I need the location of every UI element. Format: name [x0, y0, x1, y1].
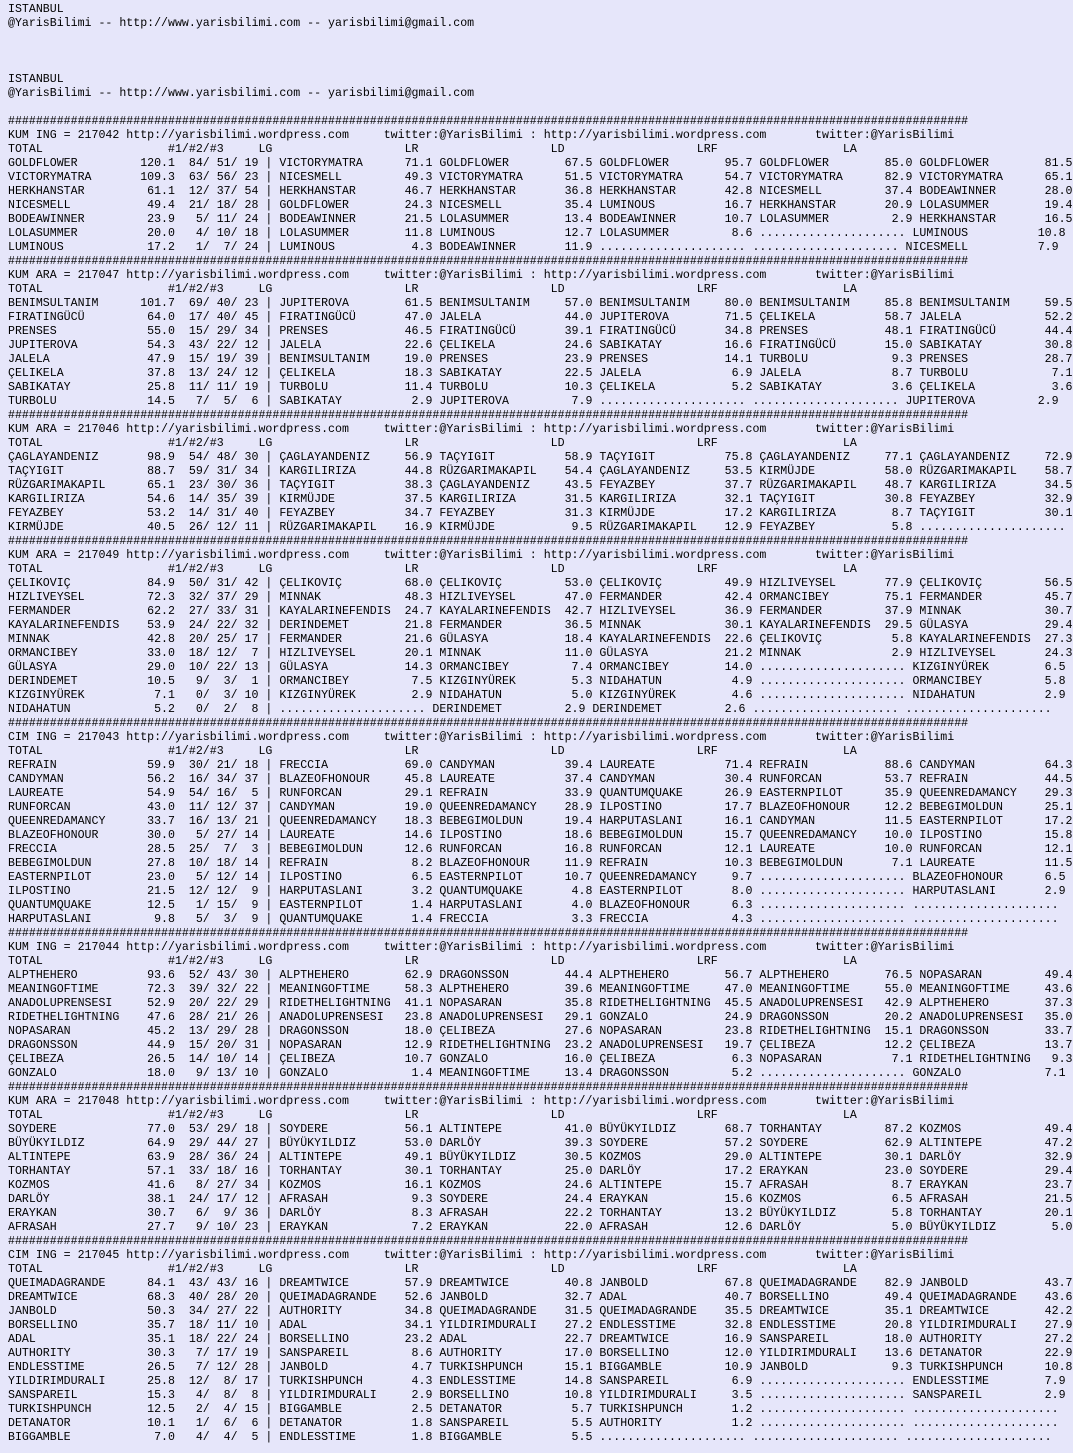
- report-line: ILPOSTINO 21.5 12/ 12/ 9 | HARPUTASLANI 3.2 QUANTUMQUAKE 4.8 EASTERNPILOT 8.0 ..................... HARPUTASLANI 2.9: [8, 885, 1066, 898]
- report-line: ÇELIKOVIÇ 84.9 50/ 31/ 42 | ÇELIKOVIÇ 68.0 ÇELIKOVIÇ 53.0 ÇELIKOVIÇ 49.9 HIZLIVEYSEL 77.9 ÇELIKOVIÇ 56.5: [8, 577, 1073, 590]
- report-line: HERKHANSTAR 61.1 12/ 37/ 54 | HERKHANSTAR 46.7 HERKHANSTAR 36.8 HERKHANSTAR 42.8 NICESMELL 37.4 BODEAWINNER 28.0: [8, 185, 1073, 198]
- report-line: REFRAIN 59.9 30/ 21/ 18 | FRECCIA 69.0 CANDYMAN 39.4 LAUREATE 71.4 REFRAIN 88.6 CANDYMAN 64.3: [8, 759, 1073, 772]
- report-line: FIRATINGÜCÜ 64.0 17/ 40/ 45 | FIRATINGÜCÜ 47.0 JALELA 44.0 JUPITEROVA 71.5 ÇELIKELA 58.7 JALELA 52.2: [8, 311, 1073, 324]
- separator-line: ##########################################################################################################################################: [8, 1081, 969, 1094]
- report-line: ANADOLUPRENSESI 52.9 20/ 22/ 29 | RIDETHELIGHTNING 41.1 NOPASARAN 35.8 RIDETHELIGHTNING 45.5 ANADOLUPRENSESI 42.9 ALPTHEHERO 37.3: [8, 997, 1073, 1010]
- report-line: GÜLASYA 29.0 10/ 22/ 13 | GÜLASYA 14.3 ORMANCIBEY 7.4 ORMANCIBEY 14.0 ..................... KIZGINYÜREK 6.5: [8, 661, 1066, 674]
- report-line: FRECCIA 28.5 25/ 7/ 3 | BEBEGIMOLDUN 12.6 RUNFORCAN 16.8 RUNFORCAN 12.1 LAUREATE 10.0 RUNFORCAN 12.1: [8, 843, 1073, 856]
- report-line: YILDIRIMDURALI 25.8 12/ 8/ 17 | TURKISHPUNCH 4.3 ENDLESSTIME 14.8 SANSPAREIL 6.9 ..................... ENDLESSTIME 7.9: [8, 1375, 1066, 1388]
- column-header: TOTAL #1/#2/#3 LG LR LD LRF LA: [8, 1109, 857, 1122]
- report-line: BIGGAMBLE 7.0 4/ 4/ 5 | ENDLESSTIME 1.8 BIGGAMBLE 5.5 ..................... ..................... .....................: [8, 1431, 1052, 1444]
- race-header: CIM ING = 217045 http://yarisbilimi.wordpress.com twitter:@YarisBilimi : http://yarisbilimi.wordpress.com twitter:@YarisBilimi: [8, 1249, 955, 1262]
- report-line: ALTINTEPE 63.9 28/ 36/ 24 | ALTINTEPE 49.1 BÜYÜKYILDIZ 30.5 KOZMOS 29.0 ALTINTEPE 30.1 DARLÖY 32.9: [8, 1151, 1073, 1164]
- report-line: BLAZEOFHONOUR 30.0 5/ 27/ 14 | LAUREATE 14.6 ILPOSTINO 18.6 BEBEGIMOLDUN 15.7 QUEENREDAMANCY 10.0 ILPOSTINO 15.8: [8, 829, 1073, 842]
- separator-line: ##########################################################################################################################################: [8, 255, 969, 268]
- report-line: ENDLESSTIME 26.5 7/ 12/ 28 | JANBOLD 4.7 TURKISHPUNCH 15.1 BIGGAMBLE 10.9 JANBOLD 9.3 TURKISHPUNCH 10.8: [8, 1361, 1073, 1374]
- site-contact: @YarisBilimi -- http://www.yarisbilimi.com -- yarisbilimi@gmail.com: [8, 17, 475, 30]
- column-header: TOTAL #1/#2/#3 LG LR LD LRF LA: [8, 437, 857, 450]
- city-title: ISTANBUL: [8, 73, 64, 86]
- report-line: ÇAGLAYANDENIZ 98.9 54/ 48/ 30 | ÇAGLAYANDENIZ 56.9 TAÇYIGIT 58.9 TAÇYIGIT 75.8 ÇAGLAYANDENIZ 77.1 ÇAGLAYANDENIZ 72.9: [8, 451, 1073, 464]
- report-line: ORMANCIBEY 33.0 18/ 12/ 7 | HIZLIVEYSEL 20.1 MINNAK 11.0 GÜLASYA 21.2 MINNAK 2.9 HIZLIVEYSEL 24.3: [8, 647, 1073, 660]
- report-line: DERINDEMET 10.5 9/ 3/ 1 | ORMANCIBEY 7.5 KIZGINYÜREK 5.3 NIDAHATUN 4.9 ..................... ORMANCIBEY 5.8: [8, 675, 1066, 688]
- race-header: CIM ING = 217043 http://yarisbilimi.wordpress.com twitter:@YarisBilimi : http://yarisbilimi.wordpress.com twitter:@YarisBilimi: [8, 731, 955, 744]
- city-title: ISTANBUL: [8, 3, 64, 16]
- report-line: LUMINOUS 17.2 1/ 7/ 24 | LUMINOUS 4.3 BODEAWINNER 11.9 ..................... ..................... NICESMELL 7.9: [8, 241, 1059, 254]
- report-line: MINNAK 42.8 20/ 25/ 17 | FERMANDER 21.6 GÜLASYA 18.4 KAYALARINEFENDIS 22.6 ÇELIKOVIÇ 5.8 KAYALARINEFENDIS 27.3: [8, 633, 1073, 646]
- report-line: BORSELLINO 35.7 18/ 11/ 10 | ADAL 34.1 YILDIRIMDURALI 27.2 ENDLESSTIME 32.8 ENDLESSTIME 20.8 YILDIRIMDURALI 27.9: [8, 1319, 1073, 1332]
- report-line: ÇELIKELA 37.8 13/ 24/ 12 | ÇELIKELA 18.3 SABIKATAY 22.5 JALELA 6.9 JALELA 8.7 TURBOLU 7.1: [8, 367, 1073, 380]
- report-line: ERAYKAN 30.7 6/ 9/ 36 | DARLÖY 8.3 AFRASAH 22.2 TORHANTAY 13.2 BÜYÜKYILDIZ 5.8 TORHANTAY 20.1: [8, 1207, 1073, 1220]
- report-line: TAÇYIGIT 88.7 59/ 31/ 34 | KARGILIRIZA 44.8 RÜZGARIMAKAPIL 54.4 ÇAGLAYANDENIZ 53.5 KIRMÜJDE 58.0 RÜZGARIMAKAPIL 58.7: [8, 465, 1073, 478]
- report-line: KOZMOS 41.6 8/ 27/ 34 | KOZMOS 16.1 KOZMOS 24.6 ALTINTEPE 15.7 AFRASAH 8.7 ERAYKAN 23.7: [8, 1179, 1073, 1192]
- race-report-text: [8, 3, 1072, 1445]
- report-line: BEBEGIMOLDUN 27.8 10/ 18/ 14 | REFRAIN 8.2 BLAZEOFHONOUR 11.9 REFRAIN 10.3 BEBEGIMOLDUN 7.1 LAUREATE 11.5: [8, 857, 1073, 870]
- report-line: GONZALO 18.0 9/ 13/ 10 | GONZALO 1.4 MEANINGOFTIME 13.4 DRAGONSSON 5.2 ..................... GONZALO 7.1: [8, 1067, 1066, 1080]
- report-line: KIRMÜJDE 40.5 26/ 12/ 11 | RÜZGARIMAKAPIL 16.9 KIRMÜJDE 9.5 RÜZGARIMAKAPIL 12.9 FEYAZBEY 5.8 .....................: [8, 521, 1066, 534]
- race-header: KUM ING = 217042 http://yarisbilimi.wordpress.com twitter:@YarisBilimi : http://yarisbilimi.wordpress.com twitter:@YarisBilimi: [8, 129, 955, 142]
- report-line: GOLDFLOWER 120.1 84/ 51/ 19 | VICTORYMATRA 71.1 GOLDFLOWER 67.5 GOLDFLOWER 95.7 GOLDFLOWER 85.0 GOLDFLOWER 81.5: [8, 157, 1073, 170]
- report-line: ALPTHEHERO 93.6 52/ 43/ 30 | ALPTHEHERO 62.9 DRAGONSSON 44.4 ALPTHEHERO 56.7 ALPTHEHERO 76.5 NOPASARAN 49.4: [8, 969, 1073, 982]
- report-line: KIZGINYÜREK 7.1 0/ 3/ 10 | KIZGINYÜREK 2.9 NIDAHATUN 5.0 KIZGINYÜREK 4.6 ..................... NIDAHATUN 2.9: [8, 689, 1066, 702]
- report-line: SABIKATAY 25.8 11/ 11/ 19 | TURBOLU 11.4 TURBOLU 10.3 ÇELIKELA 5.2 SABIKATAY 3.6 ÇELIKELA 3.6: [8, 381, 1073, 394]
- report-line: KAYALARINEFENDIS 53.9 24/ 22/ 32 | DERINDEMET 21.8 FERMANDER 36.5 MINNAK 30.1 KAYALARINEFENDIS 29.5 GÜLASYA 29.4: [8, 619, 1073, 632]
- report-line: NICESMELL 49.4 21/ 18/ 28 | GOLDFLOWER 24.3 NICESMELL 35.4 LUMINOUS 16.7 HERKHANSTAR 20.9 LOLASUMMER 19.4: [8, 199, 1073, 212]
- column-header: TOTAL #1/#2/#3 LG LR LD LRF LA: [8, 283, 857, 296]
- report-line: JUPITEROVA 54.3 43/ 22/ 12 | JALELA 22.6 ÇELIKELA 24.6 SABIKATAY 16.6 FIRATINGÜCÜ 15.0 SABIKATAY 30.8: [8, 339, 1073, 352]
- race-header: KUM ARA = 217048 http://yarisbilimi.wordpress.com twitter:@YarisBilimi : http://yarisbilimi.wordpress.com twitter:@YarisBilimi: [8, 1095, 955, 1108]
- column-header: TOTAL #1/#2/#3 LG LR LD LRF LA: [8, 745, 857, 758]
- report-line: TORHANTAY 57.1 33/ 18/ 16 | TORHANTAY 30.1 TORHANTAY 25.0 DARLÖY 17.2 ERAYKAN 23.0 SOYDERE 29.4: [8, 1165, 1073, 1178]
- report-line: CANDYMAN 56.2 16/ 34/ 37 | BLAZEOFHONOUR 45.8 LAUREATE 37.4 CANDYMAN 30.4 RUNFORCAN 53.7 REFRAIN 44.5: [8, 773, 1073, 786]
- report-line: QUEIMADAGRANDE 84.1 43/ 43/ 16 | DREAMTWICE 57.9 DREAMTWICE 40.8 JANBOLD 67.8 QUEIMADAGRANDE 82.9 JANBOLD 43.7: [8, 1277, 1073, 1290]
- report-line: ADAL 35.1 18/ 22/ 24 | BORSELLINO 23.2 ADAL 22.7 DREAMTWICE 16.9 SANSPAREIL 18.0 AUTHORITY 27.2: [8, 1333, 1073, 1346]
- report-line: SANSPAREIL 15.3 4/ 8/ 8 | YILDIRIMDURALI 2.9 BORSELLINO 10.8 YILDIRIMDURALI 3.5 ..................... SANSPAREIL 2.9: [8, 1389, 1066, 1402]
- report-line: NIDAHATUN 5.2 0/ 2/ 8 | ..................... DERINDEMET 2.9 DERINDEMET 2.6 ..................... .....................: [8, 703, 1052, 716]
- report-line: QUEENREDAMANCY 33.7 16/ 13/ 21 | QUEENREDAMANCY 18.3 BEBEGIMOLDUN 19.4 HARPUTASLANI 16.1 CANDYMAN 11.5 EASTERNPILOT 17.2: [8, 815, 1073, 828]
- report-line: NOPASARAN 45.2 13/ 29/ 28 | DRAGONSSON 18.0 ÇELIBEZA 27.6 NOPASARAN 23.8 RIDETHELIGHTNING 15.1 DRAGONSSON 33.7: [8, 1025, 1073, 1038]
- report-line: TURKISHPUNCH 12.5 2/ 4/ 15 | BIGGAMBLE 2.5 DETANATOR 5.7 TURKISHPUNCH 1.2 ..................... .....................: [8, 1403, 1059, 1416]
- report-line: HARPUTASLANI 9.8 5/ 3/ 9 | QUANTUMQUAKE 1.4 FRECCIA 3.3 FRECCIA 4.3 ..................... .....................: [8, 913, 1059, 926]
- separator-line: ##########################################################################################################################################: [8, 717, 969, 730]
- report-line: KARGILIRIZA 54.6 14/ 35/ 39 | KIRMÜJDE 37.5 KARGILIRIZA 31.5 KARGILIRIZA 32.1 TAÇYIGIT 30.8 FEYAZBEY 32.9: [8, 493, 1073, 506]
- report-line: TURBOLU 14.5 7/ 5/ 6 | SABIKATAY 2.9 JUPITEROVA 7.9 ..................... ..................... JUPITEROVA 2.9: [8, 395, 1059, 408]
- report-line: LOLASUMMER 20.0 4/ 10/ 18 | LOLASUMMER 11.8 LUMINOUS 12.7 LOLASUMMER 8.6 ..................... LUMINOUS 10.8: [8, 227, 1066, 240]
- report-line: EASTERNPILOT 23.0 5/ 12/ 14 | ILPOSTINO 6.5 EASTERNPILOT 10.7 QUEENREDAMANCY 9.7 ..................... BLAZEOFHONOUR 6.5: [8, 871, 1066, 884]
- report-line: FERMANDER 62.2 27/ 33/ 31 | KAYALARINEFENDIS 24.7 KAYALARINEFENDIS 42.7 HIZLIVEYSEL 36.9 FERMANDER 37.9 MINNAK 30.7: [8, 605, 1073, 618]
- report-line: JALELA 47.9 15/ 19/ 39 | BENIMSULTANIM 19.0 PRENSES 23.9 PRENSES 14.1 TURBOLU 9.3 PRENSES 28.7: [8, 353, 1073, 366]
- report-line: LAUREATE 54.9 54/ 16/ 5 | RUNFORCAN 29.1 REFRAIN 33.9 QUANTUMQUAKE 26.9 EASTERNPILOT 35.9 QUEENREDAMANCY 29.3: [8, 787, 1073, 800]
- site-contact: @YarisBilimi -- http://www.yarisbilimi.com -- yarisbilimi@gmail.com: [8, 87, 475, 100]
- separator-line: ##########################################################################################################################################: [8, 1235, 969, 1248]
- report-line: BODEAWINNER 23.9 5/ 11/ 24 | BODEAWINNER 21.5 LOLASUMMER 13.4 BODEAWINNER 10.7 LOLASUMMER 2.9 HERKHANSTAR 16.5: [8, 213, 1073, 226]
- race-header: KUM ING = 217044 http://yarisbilimi.wordpress.com twitter:@YarisBilimi : http://yarisbilimi.wordpress.com twitter:@YarisBilimi: [8, 941, 955, 954]
- column-header: TOTAL #1/#2/#3 LG LR LD LRF LA: [8, 563, 857, 576]
- report-line: AFRASAH 27.7 9/ 10/ 23 | ERAYKAN 7.2 ERAYKAN 22.0 AFRASAH 12.6 DARLÖY 5.0 BÜYÜKYILDIZ 5.0: [8, 1221, 1073, 1234]
- report-line: DARLÖY 38.1 24/ 17/ 12 | AFRASAH 9.3 SOYDERE 24.4 ERAYKAN 15.6 KOZMOS 6.5 AFRASAH 21.5: [8, 1193, 1073, 1206]
- report-line: DRAGONSSON 44.9 15/ 20/ 31 | NOPASARAN 12.9 RIDETHELIGHTNING 23.2 ANADOLUPRENSESI 19.7 ÇELIBEZA 12.2 ÇELIBEZA 13.7: [8, 1039, 1073, 1052]
- separator-line: ##########################################################################################################################################: [8, 927, 969, 940]
- report-line: VICTORYMATRA 109.3 63/ 56/ 23 | NICESMELL 49.3 VICTORYMATRA 51.5 VICTORYMATRA 54.7 VICTORYMATRA 82.9 VICTORYMATRA 65.1: [8, 171, 1073, 184]
- report-line: FEYAZBEY 53.2 14/ 31/ 40 | FEYAZBEY 34.7 FEYAZBEY 31.3 KIRMÜJDE 17.2 KARGILIRIZA 8.7 TAÇYIGIT 30.1: [8, 507, 1073, 520]
- separator-line: ##########################################################################################################################################: [8, 115, 969, 128]
- separator-line: ##########################################################################################################################################: [8, 409, 969, 422]
- report-line: RÜZGARIMAKAPIL 65.1 23/ 30/ 36 | TAÇYIGIT 38.3 ÇAGLAYANDENIZ 43.5 FEYAZBEY 37.7 RÜZGARIMAKAPIL 48.7 KARGILIRIZA 34.5: [8, 479, 1073, 492]
- report-line: JANBOLD 50.3 34/ 27/ 22 | AUTHORITY 34.8 QUEIMADAGRANDE 31.5 QUEIMADAGRANDE 35.5 DREAMTWICE 35.1 DREAMTWICE 42.2: [8, 1305, 1073, 1318]
- report-line: PRENSES 55.0 15/ 29/ 34 | PRENSES 46.5 FIRATINGÜCÜ 39.1 FIRATINGÜCÜ 34.8 PRENSES 48.1 FIRATINGÜCÜ 44.4: [8, 325, 1073, 338]
- report-line: AUTHORITY 30.3 7/ 17/ 19 | SANSPAREIL 8.6 AUTHORITY 17.0 BORSELLINO 12.0 YILDIRIMDURALI 13.6 DETANATOR 22.9: [8, 1347, 1073, 1360]
- column-header: TOTAL #1/#2/#3 LG LR LD LRF LA: [8, 143, 857, 156]
- report-line: RIDETHELIGHTNING 47.6 28/ 21/ 26 | ANADOLUPRENSESI 23.8 ANADOLUPRENSESI 29.1 GONZALO 24.9 DRAGONSSON 20.2 ANADOLUPRENSESI 35.0: [8, 1011, 1073, 1024]
- report-line: ÇELIBEZA 26.5 14/ 10/ 14 | ÇELIBEZA 10.7 GONZALO 16.0 ÇELIBEZA 6.3 NOPASARAN 7.1 RIDETHELIGHTNING 9.3: [8, 1053, 1073, 1066]
- report-line: HIZLIVEYSEL 72.3 32/ 37/ 29 | MINNAK 48.3 HIZLIVEYSEL 47.0 FERMANDER 42.4 ORMANCIBEY 75.1 FERMANDER 45.7: [8, 591, 1073, 604]
- report-line: QUANTUMQUAKE 12.5 1/ 15/ 9 | EASTERNPILOT 1.4 HARPUTASLANI 4.0 BLAZEOFHONOUR 6.3 ..................... .....................: [8, 899, 1059, 912]
- report-line: MEANINGOFTIME 72.3 39/ 32/ 22 | MEANINGOFTIME 58.3 ALPTHEHERO 39.6 MEANINGOFTIME 47.0 MEANINGOFTIME 55.0 MEANINGOFTIME 43.6: [8, 983, 1073, 996]
- separator-line: ##########################################################################################################################################: [8, 535, 969, 548]
- report-line: BÜYÜKYILDIZ 64.9 29/ 44/ 27 | BÜYÜKYILDIZ 53.0 DARLÖY 39.3 SOYDERE 57.2 SOYDERE 62.9 ALTINTEPE 47.2: [8, 1137, 1073, 1150]
- race-header: KUM ARA = 217047 http://yarisbilimi.wordpress.com twitter:@YarisBilimi : http://yarisbilimi.wordpress.com twitter:@YarisBilimi: [8, 269, 955, 282]
- column-header: TOTAL #1/#2/#3 LG LR LD LRF LA: [8, 1263, 857, 1276]
- report-line: DETANATOR 10.1 1/ 6/ 6 | DETANATOR 1.8 SANSPAREIL 5.5 AUTHORITY 1.2 ..................... .....................: [8, 1417, 1059, 1430]
- report-line: BENIMSULTANIM 101.7 69/ 40/ 23 | JUPITEROVA 61.5 BENIMSULTANIM 57.0 BENIMSULTANIM 80.0 BENIMSULTANIM 85.8 BENIMSULTANIM 59.5: [8, 297, 1073, 310]
- report-line: SOYDERE 77.0 53/ 29/ 18 | SOYDERE 56.1 ALTINTEPE 41.0 BÜYÜKYILDIZ 68.7 TORHANTAY 87.2 KOZMOS 49.4: [8, 1123, 1073, 1136]
- column-header: TOTAL #1/#2/#3 LG LR LD LRF LA: [8, 955, 857, 968]
- report-line: DREAMTWICE 68.3 40/ 28/ 20 | QUEIMADAGRANDE 52.6 JANBOLD 32.7 ADAL 40.7 BORSELLINO 49.4 QUEIMADAGRANDE 43.6: [8, 1291, 1073, 1304]
- race-header: KUM ARA = 217049 http://yarisbilimi.wordpress.com twitter:@YarisBilimi : http://yarisbilimi.wordpress.com twitter:@YarisBilimi: [8, 549, 955, 562]
- race-header: KUM ARA = 217046 http://yarisbilimi.wordpress.com twitter:@YarisBilimi : http://yarisbilimi.wordpress.com twitter:@YarisBilimi: [8, 423, 955, 436]
- report-line: RUNFORCAN 43.0 11/ 12/ 37 | CANDYMAN 19.0 QUEENREDAMANCY 28.9 ILPOSTINO 17.7 BLAZEOFHONOUR 12.2 BEBEGIMOLDUN 25.1: [8, 801, 1073, 814]
